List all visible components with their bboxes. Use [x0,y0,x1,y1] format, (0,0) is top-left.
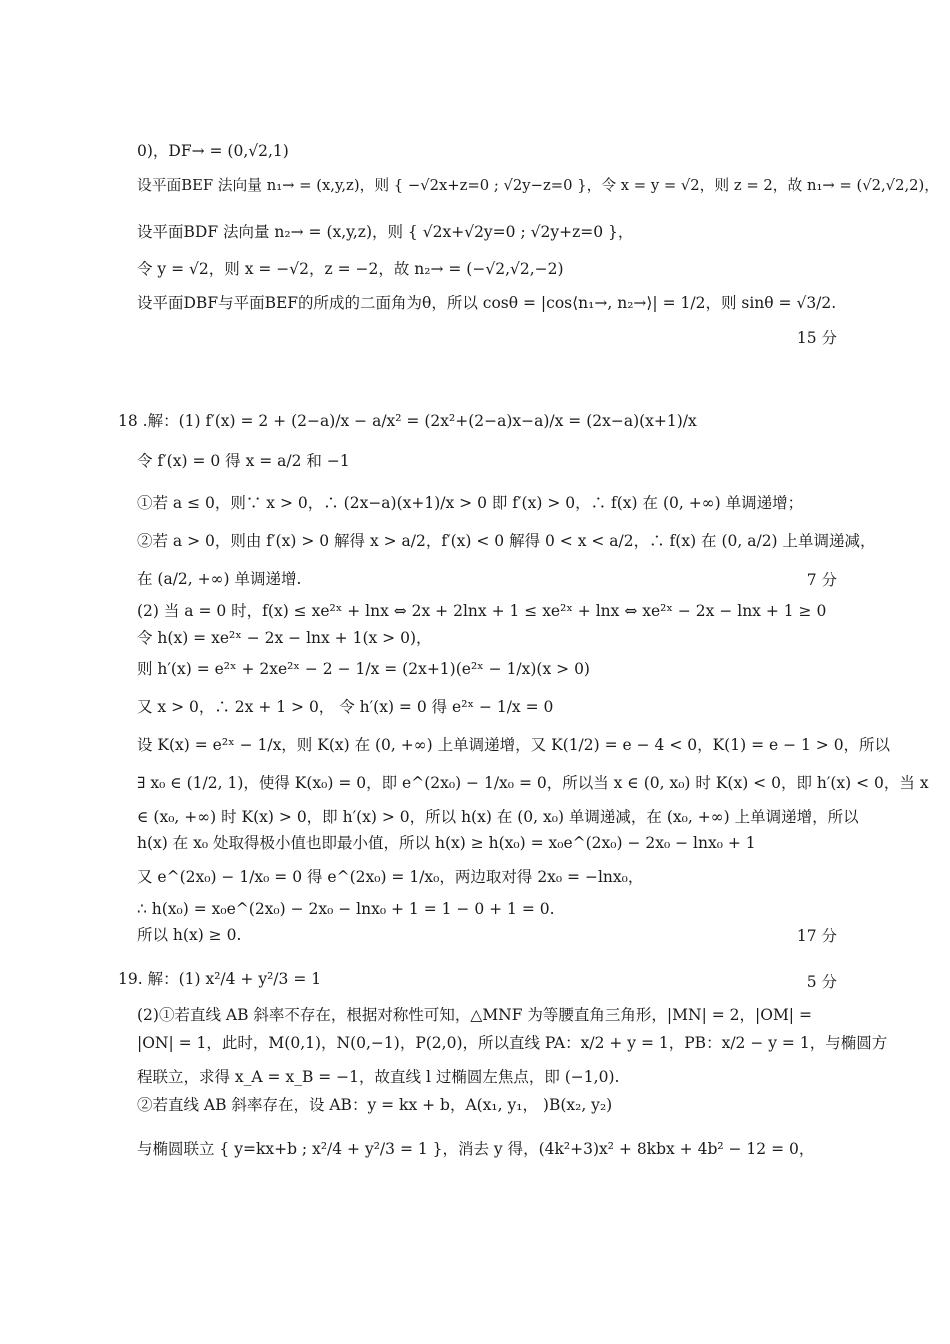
text-line: 设平面DBF与平面BEF的所成的二面角为θ，所以 cosθ = |cos⟨n₁→, n₂→⟩| = 1/2，则 sinθ = √3/2. [137,294,837,312]
text-line: ②若直线 AB 斜率存在，设 AB：y = kx + b，A(x₁, y₁， )B(x₂, y₂) [137,1096,613,1114]
text-line: ∃ x₀ ∈ (1/2, 1)，使得 K(x₀) = 0，即 e^(2x₀) − 1/x₀ = 0，所以当 x ∈ (0, x₀) 时 K(x) < 0，即 h′(x) < 0，当 x [137,774,929,792]
text-line: (2) 当 a = 0 时，f(x) ≤ xe²ˣ + lnx ⇔ 2x + 2lnx + 1 ≤ xe²ˣ + lnx ⇔ xe²ˣ − 2x − lnx + 1 ≥ 0 [137,602,827,620]
text-line: 18 .解：(1) f′(x) = 2 + (2−a)/x − a/x² = (2x²+(2−a)x−a)/x = (2x−a)(x+1)/x [118,412,697,430]
text-line: 则 h′(x) = e²ˣ + 2xe²ˣ − 2 − 1/x = (2x+1)(e²ˣ − 1/x)(x > 0) [137,660,590,678]
text-line: 令 f′(x) = 0 得 x = a/2 和 −1 [137,452,350,470]
text-line: 与椭圆联立 { y=kx+b ; x²/4 + y²/3 = 1 }，消去 y 得，(4k²+3)x² + 8kbx + 4b² − 12 = 0， [137,1140,815,1158]
text-line: 令 y = √2，则 x = −√2，z = −2，故 n₂→ = (−√2,√2,−2) [137,260,564,278]
text-line: ∴ h(x₀) = x₀e^(2x₀) − 2x₀ − lnx₀ + 1 = 1 − 0 + 1 = 0. [137,900,555,918]
text-line: 0)，DF→ = (0,√2,1) [137,142,289,160]
text-line: ∈ (x₀, +∞) 时 K(x) > 0，即 h′(x) > 0，所以 h(x) 在 (0, x₀) 单调递减，在 (x₀, +∞) 上单调递增，所以 [137,808,859,826]
text-line: 又 x > 0，∴ 2x + 1 > 0， 令 h′(x) = 0 得 e²ˣ − 1/x = 0 [137,698,554,716]
text-line: 所以 h(x) ≥ 0. [137,926,242,944]
text-line: 在 (a/2, +∞) 单调递增. [137,570,302,588]
text-line: 19. 解：(1) x²/4 + y²/3 = 1 [118,970,322,988]
score-label: 7 分 [806,571,837,589]
text-line: 设 K(x) = e²ˣ − 1/x，则 K(x) 在 (0, +∞) 上单调递增，又 K(1/2) = e − 4 < 0，K(1) = e − 1 > 0，所以 [137,736,891,754]
score-label: 15 分 [796,329,837,347]
text-line: |ON| = 1，此时，M(0,1)，N(0,−1)，P(2,0)，所以直线 PA：x/2 + y = 1，PB：x/2 − y = 1，与椭圆方 [137,1034,888,1052]
text-line: ②若 a > 0，则由 f′(x) > 0 解得 x > a/2，f′(x) < 0 解得 0 < x < a/2，∴ f(x) 在 (0, a/2) 上单调递减， [137,532,876,550]
text-line: h(x) 在 x₀ 处取得极小值也即最小值，所以 h(x) ≥ h(x₀) = x₀e^(2x₀) − 2x₀ − lnx₀ + 1 [137,834,756,852]
text-line: 程联立，求得 x_A = x_B = −1，故直线 l 过椭圆左焦点，即 (−1,0). [137,1068,620,1086]
score-label: 5 分 [806,973,837,991]
text-line: ①若 a ≤ 0，则∵ x > 0，∴ (2x−a)(x+1)/x > 0 即 f′(x) > 0，∴ f(x) 在 (0, +∞) 单调递增； [137,494,804,512]
score-label: 17 分 [796,927,837,945]
text-line: 设平面BEF 法向量 n₁→ = (x,y,z)，则 { −√2x+z=0 ; √2y−z=0 }，令 x = y = √2，则 z = 2，故 n₁→ = (√2,√2,2)， [137,177,940,194]
text-line: 令 h(x) = xe²ˣ − 2x − lnx + 1(x > 0)， [137,629,432,647]
text-line: (2)①若直线 AB 斜率不存在，根据对称性可知，△MNF 为等腰直角三角形，|MN| = 2，|OM| = [137,1006,812,1024]
text-line: 又 e^(2x₀) − 1/x₀ = 0 得 e^(2x₀) = 1/x₀，两边取对得 2x₀ = −lnx₀， [137,868,644,886]
text-line: 设平面BDF 法向量 n₂→ = (x,y,z)，则 { √2x+√2y=0 ; √2y+z=0 }， [137,223,634,241]
